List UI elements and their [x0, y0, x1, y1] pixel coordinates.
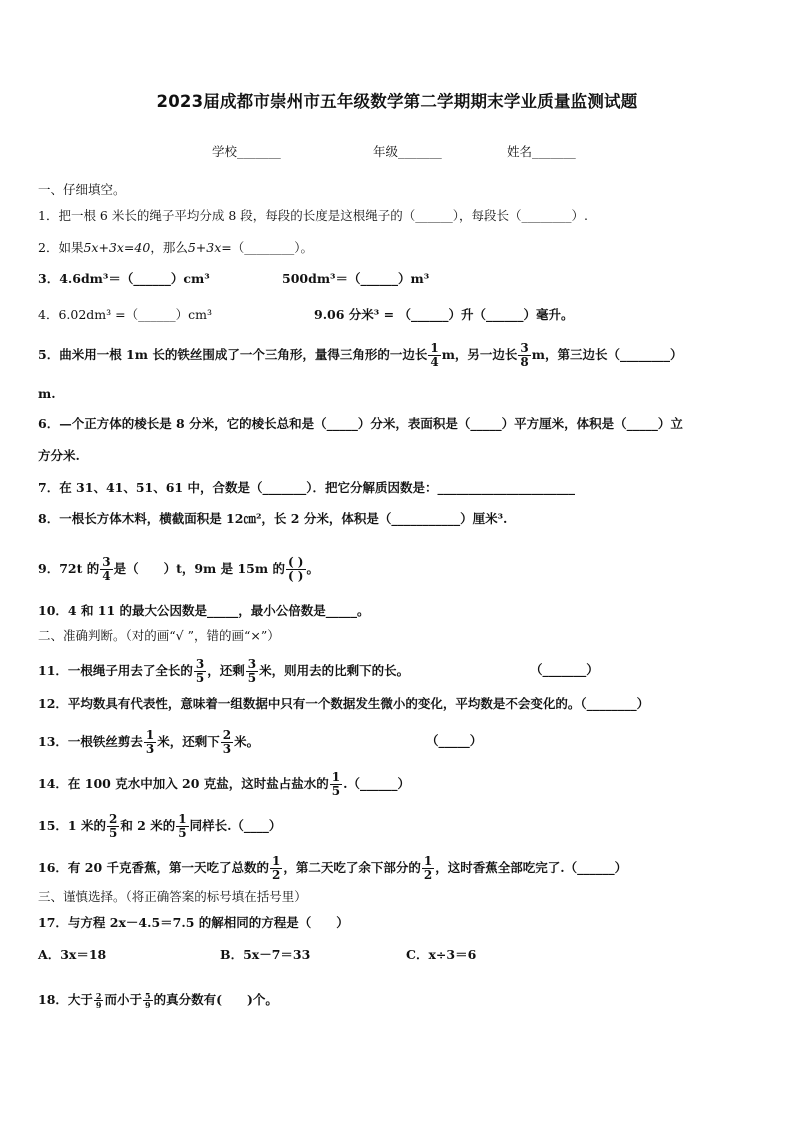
- question-7: 7．在 31、41、51、61 中，合数是（_______）．把它分解质因数是：______________________: [38, 480, 575, 495]
- question-2-blank: （________）。: [231, 240, 313, 255]
- fraction-numerator: 2: [222, 728, 232, 742]
- fraction-denominator: 2: [272, 868, 281, 882]
- question-16-text-c: ，这时香蕉全部吃完了.（______）: [435, 860, 628, 875]
- fraction-numerator: 3: [102, 555, 111, 569]
- question-18-text-b: 而小于: [104, 992, 142, 1007]
- school-field: 学校_______: [212, 144, 281, 159]
- fraction-numerator: 1: [272, 854, 281, 868]
- question-5-fraction-1: [428, 342, 440, 369]
- question-6-continued: 方分米.: [38, 448, 80, 463]
- question-11-text-a: 11．一根绳子用去了全长的: [38, 663, 193, 678]
- question-13-text-c: 米。: [234, 734, 260, 749]
- question-15-text-b: 和 2 米的: [120, 818, 176, 833]
- fraction-numerator: 2: [95, 991, 102, 1001]
- question-4-unit: cm³: [188, 307, 212, 322]
- fraction-numerator: 1: [145, 728, 155, 742]
- question-9-text-a: 9．72t 的: [38, 561, 100, 576]
- section-heading-choose: 三、谨慎选择。（将正确答案的标号填在括号里）: [38, 889, 307, 904]
- question-15: [38, 813, 281, 840]
- question-13-fraction-2: [221, 729, 233, 756]
- question-2-text-b: ，那么: [150, 240, 188, 255]
- question-3: [38, 271, 430, 287]
- question-9-text-c: 。: [306, 561, 320, 576]
- question-11-text-b: ，还剩: [207, 663, 245, 678]
- fraction-numerator: 3: [195, 657, 205, 671]
- question-2-text-a: 2．如果: [38, 240, 84, 255]
- question-9-fraction: [100, 556, 112, 583]
- fraction-denominator: 4: [430, 355, 439, 369]
- fraction-numerator: 3: [520, 341, 529, 355]
- question-11-answer-blank: （_______）: [530, 662, 599, 677]
- question-8: 8．一根长方体木料，横截面积是 12㎝²，长 2 分米，体积是（___________）厘米³.: [38, 511, 508, 526]
- question-11: [38, 657, 599, 685]
- question-5-text-b: m，另一边长: [441, 347, 518, 362]
- question-16: [38, 855, 627, 882]
- fraction-denominator: 9: [145, 1000, 151, 1010]
- question-9: [38, 556, 319, 583]
- question-18: [38, 992, 278, 1009]
- question-17-options: [38, 947, 477, 963]
- fraction-numerator: 1: [178, 812, 187, 826]
- question-5: [38, 342, 683, 369]
- fraction-denominator: 5: [247, 671, 257, 685]
- fraction-denominator: 5: [108, 826, 118, 840]
- question-18-fraction-2: [143, 992, 153, 1009]
- grade-field: 年级_______: [373, 144, 442, 159]
- question-18-fraction-1: [94, 992, 104, 1009]
- question-15-text-c: 同样长.（____）: [189, 818, 282, 833]
- question-14-text-a: 14．在 100 克水中加入 20 克盐，这时盐占盐水的: [38, 776, 329, 791]
- question-17-option-a[interactable]: A．3x＝18: [38, 947, 107, 962]
- question-11-fraction-2: [246, 658, 258, 685]
- section-heading-fill-blank: 一、仔细填空。: [38, 182, 126, 197]
- question-16-text-a: 16．有 20 千克香蕉，第一天吃了总数的: [38, 860, 269, 875]
- question-5-text-c: m，第三边长（________）: [531, 347, 683, 362]
- question-18-text-a: 18．大于: [38, 992, 93, 1007]
- fraction-numerator: 1: [331, 770, 341, 784]
- fraction-denominator: 8: [520, 355, 529, 369]
- fraction-denominator: 5: [178, 826, 187, 840]
- question-13-fraction-1: [144, 729, 156, 756]
- question-5-continued: m.: [38, 386, 56, 401]
- question-4-value: 6.02dm³ =: [58, 307, 126, 322]
- fraction-denominator: 3: [145, 742, 155, 756]
- question-9-text-b: 是（ ）t，9m 是 15m 的: [113, 561, 285, 576]
- question-17-option-b[interactable]: B．5x－7＝33: [220, 947, 311, 962]
- question-6: 6．—个正方体的棱长是 8 分米，它的棱长总和是（_____）分米，表面积是（_____）平方厘米，体积是（_____）立: [38, 416, 683, 431]
- question-11-text-c: 米，则用去的比剩下的长。: [259, 663, 410, 678]
- fraction-denominator: ( ): [287, 569, 304, 583]
- fraction-denominator: 4: [102, 569, 111, 583]
- question-2-equation-2: 5+3x=: [187, 240, 232, 255]
- question-14: [38, 771, 410, 798]
- question-13: [38, 728, 483, 756]
- question-3-part-b: 500dm³＝（______）m³: [282, 271, 430, 286]
- question-14-fraction: [330, 771, 342, 798]
- question-15-text-a: 15．1 米的: [38, 818, 106, 833]
- question-16-text-b: ，第二天吃了余下部分的: [283, 860, 421, 875]
- fraction-denominator: 3: [222, 742, 232, 756]
- question-15-fraction-2: [176, 813, 188, 840]
- question-10: 10．4 和 11 的最大公因数是_____，最小公倍数是_____。: [38, 603, 370, 618]
- question-11-fraction-1: [194, 658, 206, 685]
- question-4: [38, 307, 574, 323]
- fraction-denominator: 9: [95, 1000, 102, 1010]
- question-13-text-b: 米，还剩下: [157, 734, 220, 749]
- question-12: 12．平均数具有代表性，意味着一组数据中只有一个数据发生微小的变化，平均数是不会变化的。（________）: [38, 696, 650, 711]
- question-17-option-c[interactable]: C．x÷3＝6: [406, 947, 477, 962]
- question-16-fraction-2: [422, 855, 434, 882]
- question-5-fraction-2: [518, 342, 530, 369]
- question-17: 17．与方程 2x－4.5＝7.5 的解相同的方程是（ ）: [38, 915, 349, 930]
- question-3-part-a: 3．4.6dm³＝（______）cm³: [38, 271, 210, 286]
- question-13-answer-blank: （_____）: [426, 733, 483, 748]
- question-14-text-b: .（______）: [343, 776, 411, 791]
- question-1: 1．把一根 6 米长的绳子平均分成 8 段，每段的长度是这根绳子的（______），每段长（________）.: [38, 208, 588, 223]
- fraction-numerator: 3: [247, 657, 257, 671]
- fraction-denominator: 5: [331, 784, 341, 798]
- question-2: [38, 240, 313, 256]
- question-15-fraction-1: [107, 813, 119, 840]
- question-13-text-a: 13．一根铁丝剪去: [38, 734, 143, 749]
- question-16-fraction-1: [270, 855, 282, 882]
- fraction-numerator: 2: [108, 812, 118, 826]
- page-title: 2023届成都市崇州市五年级数学第二学期期末学业质量监测试题: [156, 92, 638, 111]
- section-heading-judge: 二、准确判断。（对的画“√ ”，错的画“×”）: [38, 628, 280, 643]
- fraction-numerator: ( ): [287, 555, 304, 569]
- question-5-text-a: 5．曲米用一根 1m 长的铁丝围成了一个三角形，量得三角形的一边长: [38, 347, 428, 362]
- fraction-numerator: 1: [430, 341, 439, 355]
- question-9-blank-fraction: [286, 556, 306, 583]
- question-18-text-c: 的真分数有( )个。: [153, 992, 278, 1007]
- question-4-number: 4．: [38, 307, 59, 322]
- fraction-denominator: 5: [195, 671, 205, 685]
- name-field: 姓名_______: [507, 144, 576, 159]
- fraction-numerator: 1: [423, 854, 433, 868]
- fraction-denominator: 2: [423, 868, 433, 882]
- question-4-blank: （______）: [125, 307, 189, 322]
- question-4-part-b: 9.06 分米³ = （______）升（______）毫升。: [314, 307, 574, 322]
- question-2-equation-1: 5x+3x=40: [83, 240, 151, 255]
- fraction-numerator: 5: [145, 991, 151, 1001]
